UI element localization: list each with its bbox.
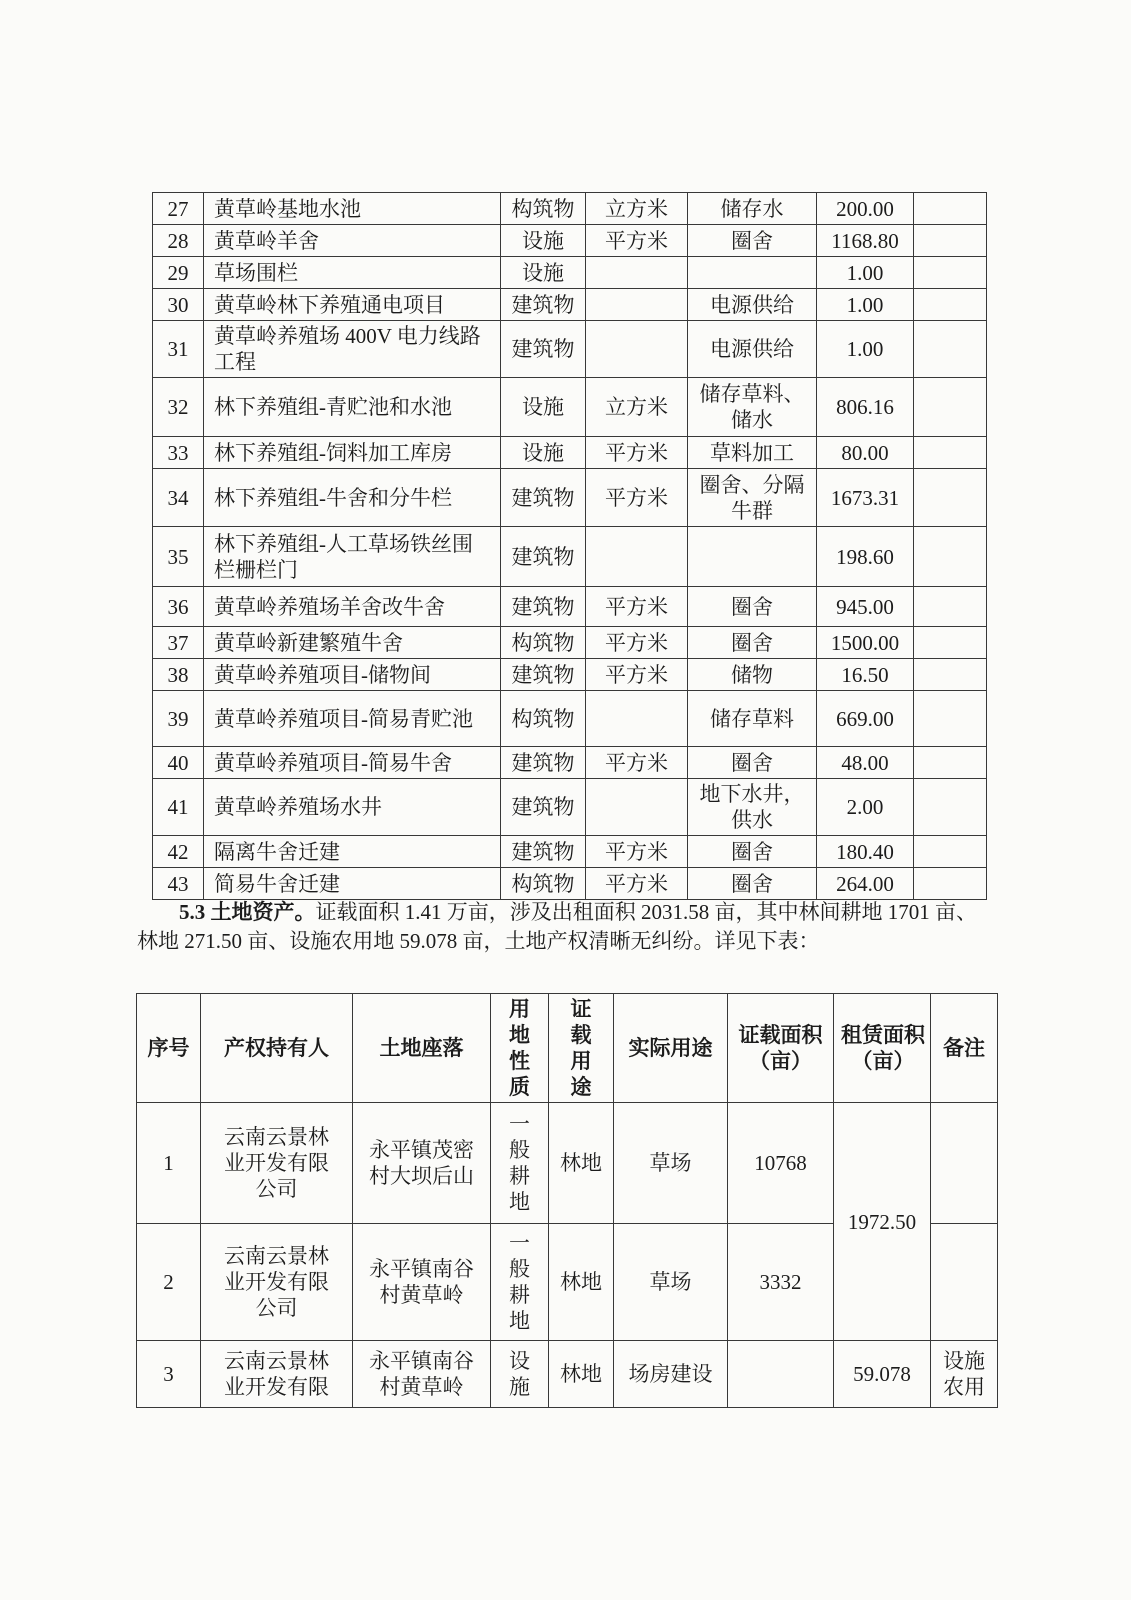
cell-serial: 31 [153,321,204,378]
cell-unit [586,691,688,747]
asset-row [153,587,987,627]
cell-asset-name: 林下养殖组-青贮池和水池 [204,378,501,437]
cell-serial: 35 [153,527,204,587]
cell-unit: 平方米 [586,627,688,659]
cell-asset-type: 构筑物 [501,868,586,900]
cell-asset-name: 黄草岭养殖项目-简易青贮池 [204,691,501,747]
cell-cert-use: 林地 [549,1103,614,1224]
cell-unit: 平方米 [586,868,688,900]
location-text: 永平镇南谷村黄草岭 [369,1349,474,1399]
cell-quantity: 2.00 [817,779,914,836]
cell-serial: 32 [153,378,204,437]
header-location: 土地座落 [353,994,491,1103]
cell-usage: 储存草料 [688,691,817,747]
vertical-text: 设施 [508,1349,530,1399]
cell-unit: 立方米 [586,378,688,437]
cell-quantity: 180.40 [817,836,914,868]
cell-serial: 27 [153,193,204,225]
cell-unit: 平方米 [586,659,688,691]
cell-cert-area: 10768 [728,1103,834,1224]
cell-asset-type: 设施 [501,257,586,289]
cell-quantity: 1673.31 [817,469,914,527]
cell-usage: 圈舍、分隔牛群 [688,469,817,527]
cell-cert-area: 3332 [728,1224,834,1341]
cell-serial: 41 [153,779,204,836]
cell-remark [914,527,987,587]
header-cert-area [728,994,834,1103]
cell-quantity: 806.16 [817,378,914,437]
cell-asset-type: 设施 [501,437,586,469]
cell-asset-type: 建筑物 [501,527,586,587]
cell-remark [914,627,987,659]
land-table-header-row [137,994,998,1103]
cell-asset-name: 黄草岭基地水池 [204,193,501,225]
header-holder: 产权持有人 [201,994,353,1103]
cell-location [353,1341,491,1408]
cell-remark [914,437,987,469]
asset-row [153,659,987,691]
cell-actual-use: 草场 [614,1103,728,1224]
cell-quantity: 200.00 [817,193,914,225]
cell-unit: 立方米 [586,193,688,225]
cell-location [353,1224,491,1341]
cell-serial: 30 [153,289,204,321]
cell-serial: 29 [153,257,204,289]
cell-unit [586,257,688,289]
cell-asset-name: 黄草岭新建繁殖牛舍 [204,627,501,659]
cell-unit: 平方米 [586,437,688,469]
cell-serial: 1 [137,1103,201,1224]
cell-usage: 圈舍 [688,587,817,627]
cell-quantity: 1500.00 [817,627,914,659]
cell-quantity: 198.60 [817,527,914,587]
cell-serial: 40 [153,747,204,779]
cell-asset-name: 黄草岭养殖项目-简易牛舍 [204,747,501,779]
cell-holder [201,1103,353,1224]
asset-row [153,527,987,587]
cell-lease-area: 59.078 [834,1341,931,1408]
cell-asset-type: 建筑物 [501,587,586,627]
cell-quantity: 1.00 [817,257,914,289]
cell-usage: 圈舍 [688,627,817,659]
asset-row [153,193,987,225]
cell-asset-type: 建筑物 [501,747,586,779]
wrapped-header-text: 证载面积（亩） [738,1023,823,1073]
asset-row [153,691,987,747]
wrapped-header-text: 租赁面积（亩） [841,1023,925,1073]
cell-remark [914,587,987,627]
cell-asset-type: 建筑物 [501,289,586,321]
cell-remark [914,257,987,289]
vertical-text: 一般耕地 [508,1112,530,1214]
cell-asset-type: 设施 [501,378,586,437]
asset-row [153,437,987,469]
cell-usage: 储存水 [688,193,817,225]
cell-remark [914,289,987,321]
cell-asset-type: 构筑物 [501,193,586,225]
asset-row [153,779,987,836]
cell-holder [201,1341,353,1408]
cell-usage: 电源供给 [688,289,817,321]
header-land-nature [491,994,549,1103]
cell-land-nature [491,1341,549,1408]
cell-serial: 39 [153,691,204,747]
cell-serial: 42 [153,836,204,868]
cell-serial: 33 [153,437,204,469]
cell-unit [586,527,688,587]
cell-remark [914,868,987,900]
vertical-text: 用地性质 [508,997,530,1099]
cell-unit: 平方米 [586,587,688,627]
cell-remark [914,779,987,836]
cell-holder [201,1224,353,1341]
cell-remark [914,747,987,779]
header-lease-area [834,994,931,1103]
cell-usage: 地下水井，供水 [688,779,817,836]
asset-row [153,868,987,900]
header-cert-use [549,994,614,1103]
cell-usage: 圈舍 [688,836,817,868]
land-table [136,993,998,1408]
cell-serial: 2 [137,1224,201,1341]
cell-unit [586,779,688,836]
holder-text: 云南云景林业开发有限公司 [224,1125,329,1201]
cell-usage: 草料加工 [688,437,817,469]
cell-asset-name: 草场围栏 [204,257,501,289]
cell-asset-name: 林下养殖组-牛舍和分牛栏 [204,469,501,527]
cell-unit: 平方米 [586,836,688,868]
cell-serial: 28 [153,225,204,257]
cell-quantity: 1168.80 [817,225,914,257]
vertical-text: 证载用途 [570,997,592,1099]
cell-lease-area-merged: 1972.50 [834,1103,931,1341]
cell-unit [586,321,688,378]
cell-asset-name: 隔离牛舍迁建 [204,836,501,868]
cell-remark [914,193,987,225]
cell-remark [914,659,987,691]
cell-asset-name: 林下养殖组-人工草场铁丝围栏栅栏门 [204,527,501,587]
header-remark: 备注 [931,994,998,1103]
cell-asset-name: 黄草岭养殖场水井 [204,779,501,836]
cell-remark [914,691,987,747]
cell-asset-type: 建筑物 [501,321,586,378]
cell-remark [914,836,987,868]
cell-serial: 36 [153,587,204,627]
cell-serial: 38 [153,659,204,691]
location-text: 永平镇茂密村大坝后山 [369,1138,474,1188]
cell-location [353,1103,491,1224]
cell-cert-use: 林地 [549,1224,614,1341]
cell-asset-type: 构筑物 [501,691,586,747]
cell-serial: 34 [153,469,204,527]
header-serial: 序号 [137,994,201,1103]
asset-row [153,627,987,659]
cell-usage: 圈舍 [688,225,817,257]
cell-quantity: 945.00 [817,587,914,627]
cell-asset-name: 黄草岭养殖场 400V 电力线路工程 [204,321,501,378]
cell-remark [914,321,987,378]
cell-asset-name: 黄草岭林下养殖通电项目 [204,289,501,321]
asset-row [153,225,987,257]
asset-row [153,836,987,868]
cell-usage: 电源供给 [688,321,817,378]
cell-unit: 平方米 [586,225,688,257]
section-body-text: 证载面积 1.41 万亩，涉及出租面积 2031.58 亩，其中林间耕地 1701 亩、林地 271.50 亩、设施农用地 59.078 亩，土地产权清晰无纠纷。详见下表： [137,900,977,953]
cell-asset-type: 建筑物 [501,836,586,868]
cell-quantity: 16.50 [817,659,914,691]
cell-unit [586,289,688,321]
asset-row [153,378,987,437]
vertical-text: 一般耕地 [508,1231,530,1333]
cell-remark [914,225,987,257]
cell-unit: 平方米 [586,469,688,527]
cell-unit: 平方米 [586,747,688,779]
asset-table [152,192,987,900]
land-row [137,1341,998,1408]
cell-remark: 设施农用 [931,1341,998,1408]
section-5-3-paragraph [137,898,977,956]
cell-quantity: 1.00 [817,289,914,321]
cell-asset-type: 建筑物 [501,469,586,527]
cell-cert-area [728,1341,834,1408]
cell-quantity: 48.00 [817,747,914,779]
holder-text: 云南云景林业开发有限 [224,1349,329,1399]
asset-row [153,747,987,779]
cell-asset-name: 黄草岭羊舍 [204,225,501,257]
cell-asset-name: 黄草岭养殖场羊舍改牛舍 [204,587,501,627]
cell-land-nature [491,1103,549,1224]
cell-usage [688,527,817,587]
cell-quantity: 1.00 [817,321,914,378]
cell-asset-name: 林下养殖组-饲料加工库房 [204,437,501,469]
cell-land-nature [491,1224,549,1341]
cell-asset-name: 简易牛舍迁建 [204,868,501,900]
cell-quantity: 80.00 [817,437,914,469]
cell-usage [688,257,817,289]
cell-serial: 37 [153,627,204,659]
holder-text: 云南云景林业开发有限公司 [224,1244,329,1320]
cell-quantity: 264.00 [817,868,914,900]
cell-cert-use: 林地 [549,1341,614,1408]
cell-asset-type: 建筑物 [501,659,586,691]
cell-asset-name: 黄草岭养殖项目-储物间 [204,659,501,691]
cell-remark [914,378,987,437]
section-heading: 5.3 土地资产。 [179,900,316,924]
cell-serial: 43 [153,868,204,900]
cell-actual-use: 草场 [614,1224,728,1341]
cell-quantity: 669.00 [817,691,914,747]
cell-asset-type: 构筑物 [501,627,586,659]
cell-asset-type: 设施 [501,225,586,257]
cell-asset-type: 建筑物 [501,779,586,836]
header-actual-use: 实际用途 [614,994,728,1103]
cell-usage: 圈舍 [688,868,817,900]
cell-usage: 圈舍 [688,747,817,779]
asset-row [153,257,987,289]
cell-remark [931,1224,998,1341]
cell-usage: 储存草料、储水 [688,378,817,437]
land-row [137,1103,998,1224]
asset-row [153,469,987,527]
cell-remark [931,1103,998,1224]
location-text: 永平镇南谷村黄草岭 [369,1257,474,1307]
cell-usage: 储物 [688,659,817,691]
cell-serial: 3 [137,1341,201,1408]
asset-row [153,321,987,378]
cell-remark [914,469,987,527]
asset-row [153,289,987,321]
cell-actual-use: 场房建设 [614,1341,728,1408]
